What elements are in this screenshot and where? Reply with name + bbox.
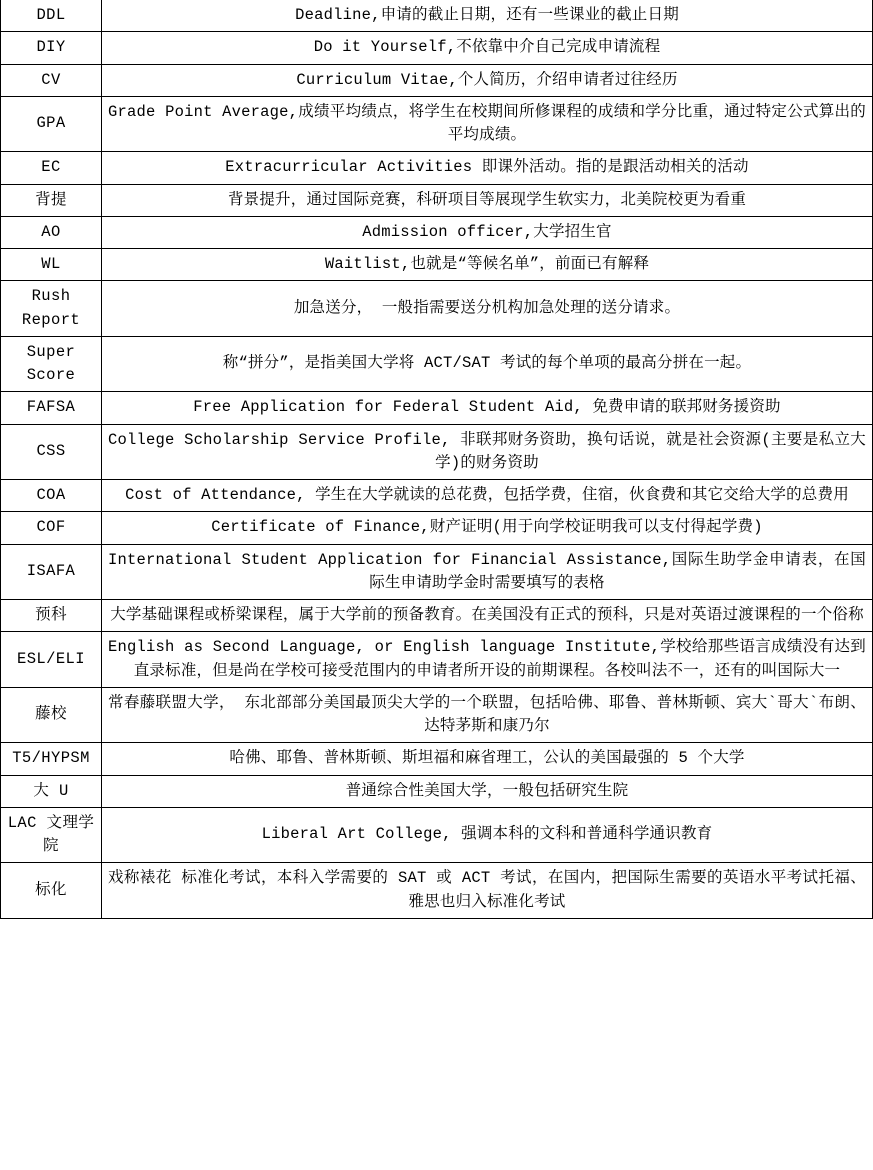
table-row xyxy=(1,687,873,743)
table-row xyxy=(1,424,873,480)
term-cell: ISAFA xyxy=(1,544,102,600)
definition-cell: 称“拼分”，是指美国大学将 ACT/SAT 考试的每个单项的最高分拼在一起。 xyxy=(102,336,873,392)
table-row xyxy=(1,807,873,863)
table-row xyxy=(1,600,873,632)
definition-cell: 背景提升，通过国际竞赛，科研项目等展现学生软实力，北美院校更为看重 xyxy=(102,184,873,216)
term-cell: EC xyxy=(1,152,102,184)
table-row xyxy=(1,216,873,248)
table-row xyxy=(1,392,873,424)
definition-cell: Do it Yourself,不依靠中介自己完成申请流程 xyxy=(102,32,873,64)
table-row xyxy=(1,184,873,216)
definition-cell: 戏称裱花 标准化考试，本科入学需要的 SAT 或 ACT 考试，在国内，把国际生需要的英语水平考试托福、雅思也归入标准化考试 xyxy=(102,863,873,919)
definition-cell: Free Application for Federal Student Aid, 免费申请的联邦财务援资助 xyxy=(102,392,873,424)
definition-cell: 普通综合性美国大学，一般包括研究生院 xyxy=(102,775,873,807)
table-row xyxy=(1,152,873,184)
definition-cell: 加急送分， 一般指需要送分机构加急处理的送分请求。 xyxy=(102,281,873,337)
term-cell: COA xyxy=(1,480,102,512)
term-cell: 大 U xyxy=(1,775,102,807)
definition-cell: Grade Point Average,成绩平均绩点，将学生在校期间所修课程的成绩和学分比重，通过特定公式算出的平均成绩。 xyxy=(102,96,873,152)
term-cell: 预科 xyxy=(1,600,102,632)
definition-cell: Curriculum Vitae,个人简历，介绍申请者过往经历 xyxy=(102,64,873,96)
term-cell: COF xyxy=(1,512,102,544)
table-row xyxy=(1,775,873,807)
definition-cell: Waitlist,也就是“等候名单”，前面已有解释 xyxy=(102,249,873,281)
definition-cell: English as Second Language, or English language Institute,学校给那些语言成绩没有达到直录标准，但是尚在学校可接受范围内的申请者所开设的前期课程。各校叫法不一，还有的叫国际大一 xyxy=(102,632,873,688)
definition-cell: Deadline,申请的截止日期，还有一些课业的截止日期 xyxy=(102,0,873,32)
term-cell: 标化 xyxy=(1,863,102,919)
table-row xyxy=(1,281,873,337)
definition-cell: 大学基础课程或桥梁课程，属于大学前的预备教育。在美国没有正式的预科，只是对英语过渡课程的一个俗称 xyxy=(102,600,873,632)
table-row xyxy=(1,480,873,512)
term-cell: Rush Report xyxy=(1,281,102,337)
term-cell: ESL/ELI xyxy=(1,632,102,688)
definition-cell: Liberal Art College, 强调本科的文科和普通科学通识教育 xyxy=(102,807,873,863)
term-cell: 背提 xyxy=(1,184,102,216)
term-cell: GPA xyxy=(1,96,102,152)
table-row xyxy=(1,512,873,544)
term-cell: AO xyxy=(1,216,102,248)
table-row xyxy=(1,336,873,392)
table-row xyxy=(1,0,873,32)
term-cell: DIY xyxy=(1,32,102,64)
table-row xyxy=(1,632,873,688)
term-cell: LAC 文理学院 xyxy=(1,807,102,863)
term-cell: 藤校 xyxy=(1,687,102,743)
table-row xyxy=(1,32,873,64)
definition-cell: College Scholarship Service Profile, 非联邦财务资助，换句话说，就是社会资源(主要是私立大学)的财务资助 xyxy=(102,424,873,480)
definition-cell: Cost of Attendance, 学生在大学就读的总花费，包括学费，住宿，伙食费和其它交给大学的总费用 xyxy=(102,480,873,512)
term-cell: Super Score xyxy=(1,336,102,392)
table-row xyxy=(1,863,873,919)
definition-cell: International Student Application for Financial Assistance,国际生助学金申请表，在国际生申请助学金时需要填写的表格 xyxy=(102,544,873,600)
table-row xyxy=(1,743,873,775)
definition-cell: Extracurricular Activities 即课外活动。指的是跟活动相关的活动 xyxy=(102,152,873,184)
table-row xyxy=(1,64,873,96)
table-row xyxy=(1,544,873,600)
term-cell: FAFSA xyxy=(1,392,102,424)
term-cell: T5/HYPSM xyxy=(1,743,102,775)
definition-cell: 常春藤联盟大学， 东北部部分美国最顶尖大学的一个联盟，包括哈佛、耶鲁、普林斯顿、宾大`哥大`布朗、达特茅斯和康乃尔 xyxy=(102,687,873,743)
table-row xyxy=(1,96,873,152)
table-row xyxy=(1,249,873,281)
definition-cell: Admission officer,大学招生官 xyxy=(102,216,873,248)
term-cell: CV xyxy=(1,64,102,96)
definition-cell: Certificate of Finance,财产证明(用于向学校证明我可以支付得起学费) xyxy=(102,512,873,544)
term-cell: CSS xyxy=(1,424,102,480)
glossary-table-body xyxy=(1,0,873,918)
term-cell: DDL xyxy=(1,0,102,32)
term-cell: WL xyxy=(1,249,102,281)
definition-cell: 哈佛、耶鲁、普林斯顿、斯坦福和麻省理工，公认的美国最强的 5 个大学 xyxy=(102,743,873,775)
